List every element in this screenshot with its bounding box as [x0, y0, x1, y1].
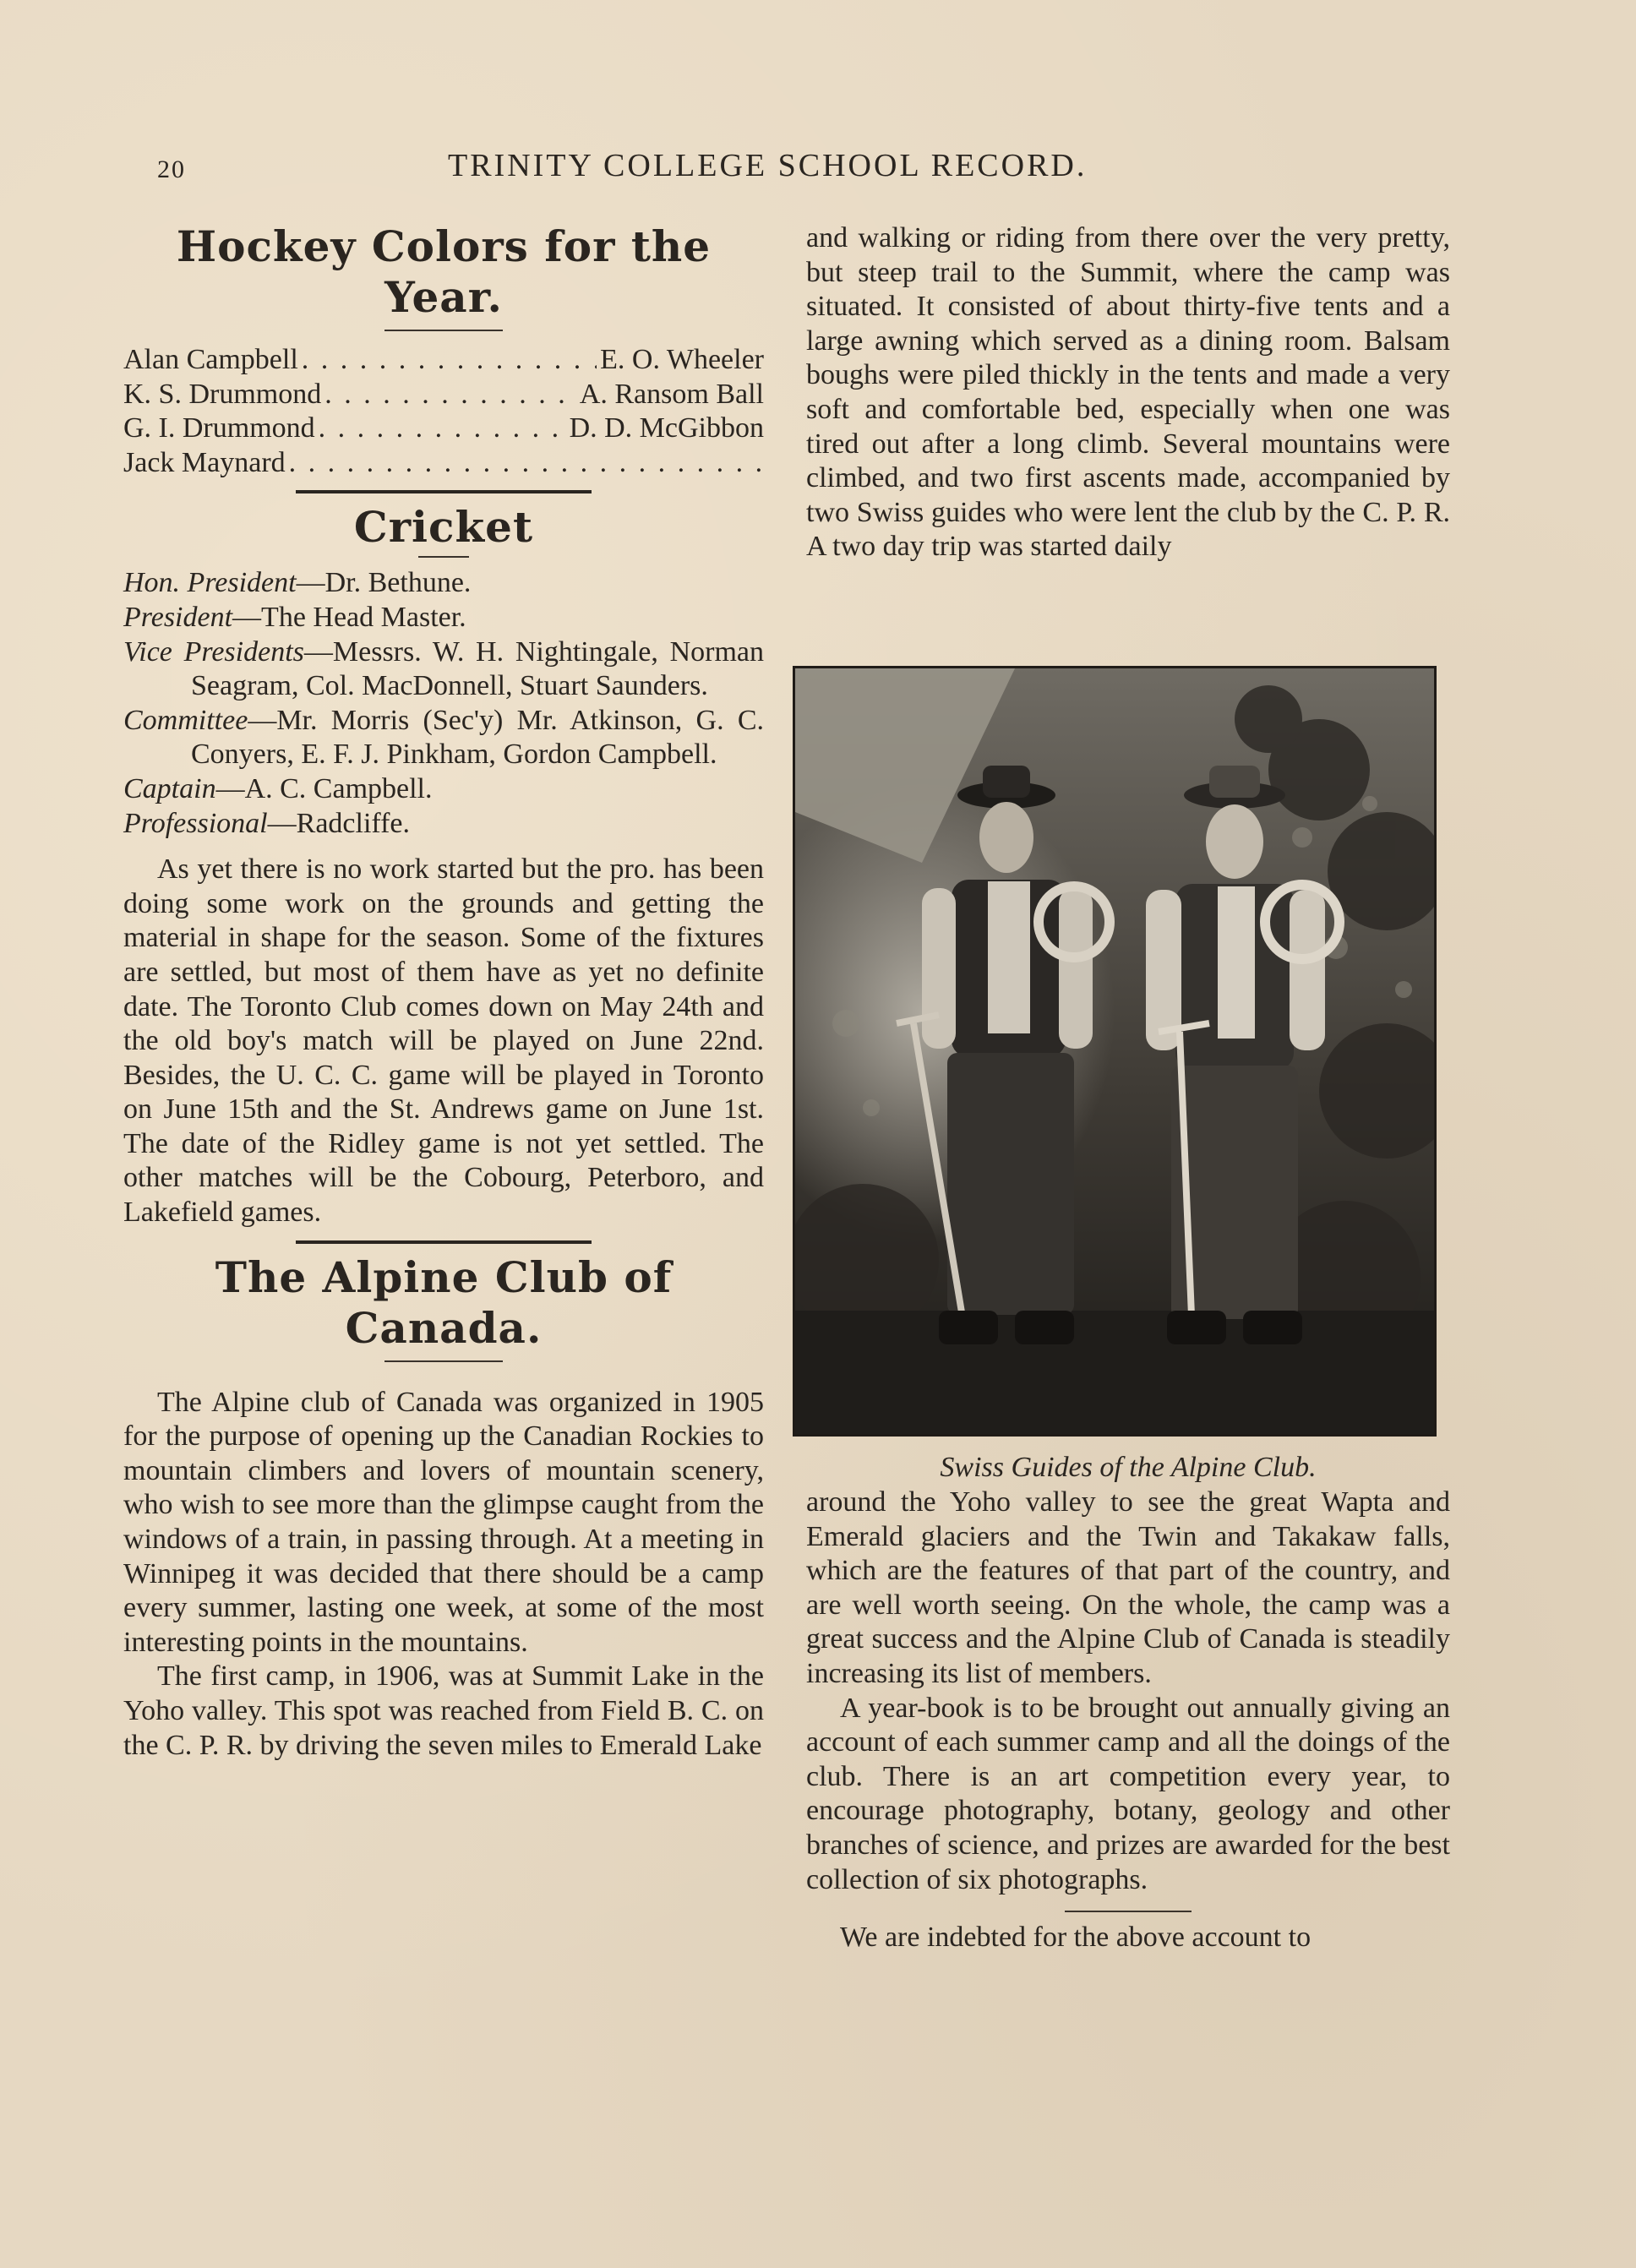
left-column — [123, 221, 764, 1763]
hockey-heading: Hockey Colors for the Year. — [176, 221, 712, 322]
roster-row — [123, 412, 764, 446]
photo-illustration — [795, 668, 1434, 1434]
officer-name: Mr. Morris (Sec'y) Mr. Atkinson, G. C. Conyers, E. F. J. Pinkham, Gordon Campbell. — [191, 704, 764, 771]
cricket-officers — [123, 566, 764, 841]
alpine-paragraph: The Alpine club of Canada was organized in 1905 for the purpose of opening up the Canadian Rockies to mountain climbers and lovers of mountain scenery, who wish to see more than the glimpse caught from the windows of a train, in passing through. At a meeting in Winnipeg it was decided that there should be a camp every summer, lasting one week, at some of the most interesting points in the mountains. — [123, 1386, 764, 1658]
officer-role: Captain — [123, 772, 216, 804]
photo-caption: Swiss Guides of the Alpine Club. — [940, 1452, 1317, 1483]
section-rule — [296, 490, 592, 493]
roster-row — [123, 378, 764, 412]
officer-name: Radcliffe. — [296, 807, 411, 839]
officer-entry: President—The Head Master. — [123, 601, 466, 633]
alpine-continuation: and walking or riding from there over the very pretty, but steep trail to the Summit, where the camp was situated. It consisted of about thirty-five tents and a large awning which served as a dining room. Balsam boughs were piled thickly in the tents and made a very soft and comfortable bed, especially when one was tired out after a long climb. Several mountains were climbed, and two first ascents made, accompanied by two Swiss guides who were lent the club by the C. P. R. A two day trip was started daily — [806, 222, 1450, 563]
cricket-heading: Cricket — [353, 502, 534, 553]
right-column-bottom — [806, 1486, 1450, 1955]
officer-name: The Head Master. — [261, 601, 466, 633]
alpine-paragraph: The first camp, in 1906, was at Summit Lake in the Yoho valley. This spot was reached from Field B. C. on the C. P. R. by driving the seven miles to Emerald Lake — [123, 1660, 764, 1761]
player-name: A. Ransom Ball — [579, 378, 764, 410]
alpine-paragraph: A year-book is to be brought out annually giving an account of each summer camp and all the doings of the club. There is an art competition every year, to encourage photography, botany, geology and other branches of science, and prizes are awarded for the best collection of six photographs. — [806, 1692, 1450, 1895]
dot-leader — [324, 378, 576, 412]
player-name: Jack Maynard — [123, 446, 286, 478]
dot-leader — [289, 446, 761, 481]
spacer — [123, 1374, 764, 1386]
section-rule — [296, 1240, 592, 1244]
divider — [418, 556, 469, 558]
closing-line: We are indebted for the above account to — [840, 1922, 1312, 1954]
player-name: K. S. Drummond — [123, 378, 322, 410]
page-number: 20 — [157, 155, 186, 183]
officer-entry: Committee—Mr. Morris (Sec'y) Mr. Atkinson, G. C. Conyers, E. F. J. Pinkham, Gordon Campbell. — [123, 704, 764, 771]
officer-entry: Hon. President—Dr. Bethune. — [123, 567, 472, 599]
divider — [384, 330, 503, 331]
alpine-continuation: around the Yoho valley to see the great Wapta and Emerald glaciers and the Twin and Takakaw falls, which are the features of that part of the country, and are well worth seeing. On the whole, the camp was a great success and the Alpine Club of Canada is steadily increasing its list of members. — [806, 1486, 1450, 1689]
divider — [1065, 1911, 1192, 1912]
officer-role: President — [123, 601, 233, 633]
dot-leader — [302, 343, 597, 378]
player-name: E. O. Wheeler — [600, 344, 764, 375]
hockey-roster — [123, 343, 764, 480]
player-name: D. D. McGibbon — [569, 412, 764, 444]
cricket-paragraph: As yet there is no work started but the pro. has been doing some work on the grounds and getting the material in shape for the season. Some of the fixtures are settled, but most of them have as yet no definite date. The Toronto Club comes down on May 24th and the old boy's match will be played on June 22nd. Besides, the U. C. C. game will be played in Toronto on June 15th and the St. Andrews game on June 1st. The date of the Ridley game is not yet settled. The other matches will be the Cobourg, Peterboro, and Lakefield games. — [123, 853, 764, 1229]
officer-name: A. C. Campbell. — [244, 772, 433, 804]
dot-leader — [319, 412, 566, 446]
officer-role: Committee — [123, 704, 248, 736]
officer-role: Vice Presidents — [123, 635, 304, 668]
officer-role: Professional — [123, 807, 268, 839]
roster-row — [123, 343, 764, 378]
swiss-guides-photo — [793, 666, 1437, 1437]
divider — [384, 1360, 503, 1362]
officer-entry: Professional—Radcliffe. — [123, 807, 411, 839]
running-title: TRINITY COLLEGE SCHOOL RECORD. — [448, 148, 1088, 183]
roster-row — [123, 446, 764, 481]
alpine-heading: The Alpine Club of Canada. — [215, 1251, 673, 1353]
player-name: Alan Campbell — [123, 344, 298, 375]
officer-entry: Captain—A. C. Campbell. — [123, 772, 433, 804]
spacer — [123, 841, 764, 853]
officer-name: Messrs. W. H. Nightingale, Norman Seagram, Col. MacDonnell, Stuart Saunders. — [191, 635, 764, 702]
officer-name: Dr. Bethune. — [324, 567, 472, 599]
right-column-top — [806, 221, 1450, 564]
player-name: G. I. Drummond — [123, 412, 315, 444]
officer-role: Hon. President — [123, 567, 297, 599]
officer-entry: Vice Presidents—Messrs. W. H. Nightingale, Norman Seagram, Col. MacDonnell, Stuart Saunders. — [123, 635, 764, 702]
